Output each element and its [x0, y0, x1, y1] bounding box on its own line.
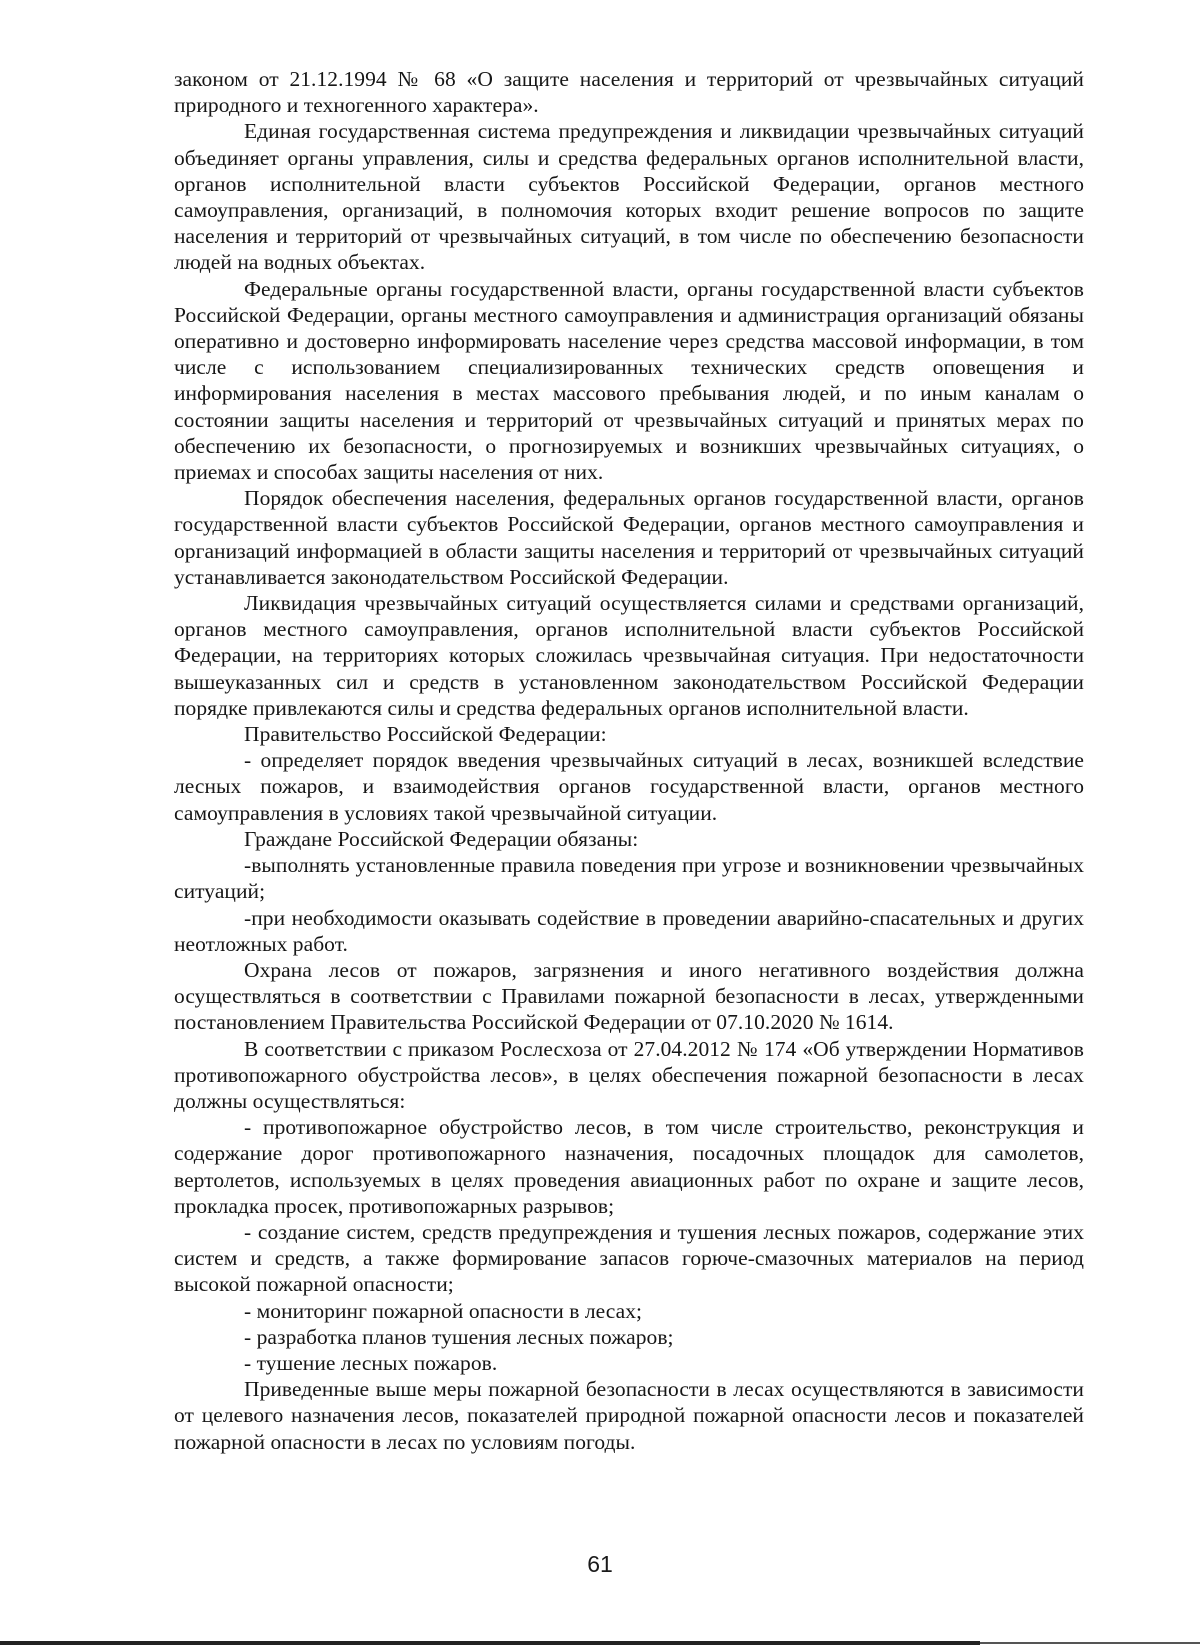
list-item-fire-systems: - создание систем, средств предупреждения и тушения лесных пожаров, содержание этих систем и средств, а также формирование запасов горюче-смазочных материалов на период высокой пожарной опасности; — [174, 1219, 1084, 1297]
paragraph-law-reference: законом от 21.12.1994 № 68 «О защите населения и территорий от чрезвычайных ситуаций природного и техногенного характера». — [174, 67, 1084, 118]
bottom-divider-tail — [980, 1642, 1200, 1644]
list-item-fire-infrastructure: - противопожарное обустройство лесов, в том числе строительство, реконструкция и содержание дорог противопожарного назначения, посадочных площадок для самолетов, вертолетов, используемых в целях проведения авиационных работ по охране и защите лесов, прокладка просек, противопожарных разрывов; — [174, 1115, 1084, 1218]
paragraph-government-heading: Правительство Российской Федерации: — [244, 722, 607, 747]
list-item-plans: - разработка планов тушения лесных пожаров; — [244, 1324, 674, 1349]
paragraph-information-procedure: Порядок обеспечения населения, федеральных органов государственной власти, органов государственной власти субъектов Российской Федерации, органов местного самоуправления и организаций информацией в области защиты населения и территорий от чрезвычайных ситуаций устанавливается законодательством Российской Федерации. — [174, 486, 1084, 589]
paragraph-conclusion: Приведенные выше меры пожарной безопасности в лесах осуществляются в зависимости от целевого назначения лесов, показателей природной пожарной опасности лесов и показателей пожарной опасности в лесах по условиям погоды. — [174, 1377, 1084, 1454]
list-item-citizens-rules: -выполнять установленные правила поведения при угрозе и возникновении чрезвычайных ситуаций; — [174, 853, 1084, 904]
paragraph-citizens-heading: Граждане Российской Федерации обязаны: — [244, 826, 639, 851]
document-body — [174, 66, 1084, 1455]
bottom-divider — [0, 1641, 980, 1645]
page-number: 61 — [587, 1551, 613, 1577]
list-item-extinguishing: - тушение лесных пожаров. — [244, 1350, 498, 1375]
paragraph-unified-system: Единая государственная система предупреждения и ликвидации чрезвычайных ситуаций объединяет органы управления, силы и средства федеральных органов исполнительной власти, органов исполнительной власти субъектов Российской Федерации, органов местного самоуправления, организаций, в полномочия которых входит решение вопросов по защите населения и территорий от чрезвычайных ситуаций, в том числе по обеспечению безопасности людей на водных объектах. — [174, 119, 1084, 275]
list-item-monitoring: - мониторинг пожарной опасности в лесах; — [244, 1298, 643, 1323]
list-item-government-duty: - определяет порядок введения чрезвычайных ситуаций в лесах, возникшей вследствие лесных пожаров, и взаимодействия органов государственной власти, органов местного самоуправления в условиях такой чрезвычайной ситуации. — [174, 748, 1084, 825]
paragraph-rosleshoz-order: В соответствии с приказом Рослесхоза от 27.04.2012 № 174 «Об утверждении Нормативов противопожарного обустройства лесов», в целях обеспечения пожарной безопасности в лесах должны осуществляться: — [174, 1036, 1084, 1113]
list-item-citizens-assist: -при необходимости оказывать содействие в проведении аварийно-спасательных и других неотложных работ. — [174, 905, 1084, 956]
paragraph-liquidation: Ликвидация чрезвычайных ситуаций осуществляется силами и средствами организаций, органов местного самоуправления, органов исполнительной власти субъектов Российской Федерации, на территориях которых сложилась чрезвычайная ситуация. При недостаточности вышеуказанных сил и средств в установленном законодательством Российской Федерации порядке привлекаются силы и средства федеральных органов исполнительной власти. — [174, 591, 1084, 720]
paragraph-forest-protection: Охрана лесов от пожаров, загрязнения и иного негативного воздействия должна осуществляться в соответствии с Правилами пожарной безопасности в лесах, утвержденными постановлением Правительства Российской Федерации от 07.10.2020 № 1614. — [174, 957, 1084, 1035]
paragraph-information-duty: Федеральные органы государственной власти, органы государственной власти субъектов Российской Федерации, органы местного самоуправления и администрация организаций обязаны оперативно и достоверно информировать население через средства массовой информации, в том числе с использованием специализированных технических средств оповещения и информирования населения в местах массового пребывания людей, и по иным каналам о состоянии защиты населения и территорий от чрезвычайных ситуаций и принятых мерах по обеспечению их безопасности, о прогнозируемых и возникших чрезвычайных ситуациях, о приемах и способах защиты населения от них. — [174, 276, 1084, 485]
